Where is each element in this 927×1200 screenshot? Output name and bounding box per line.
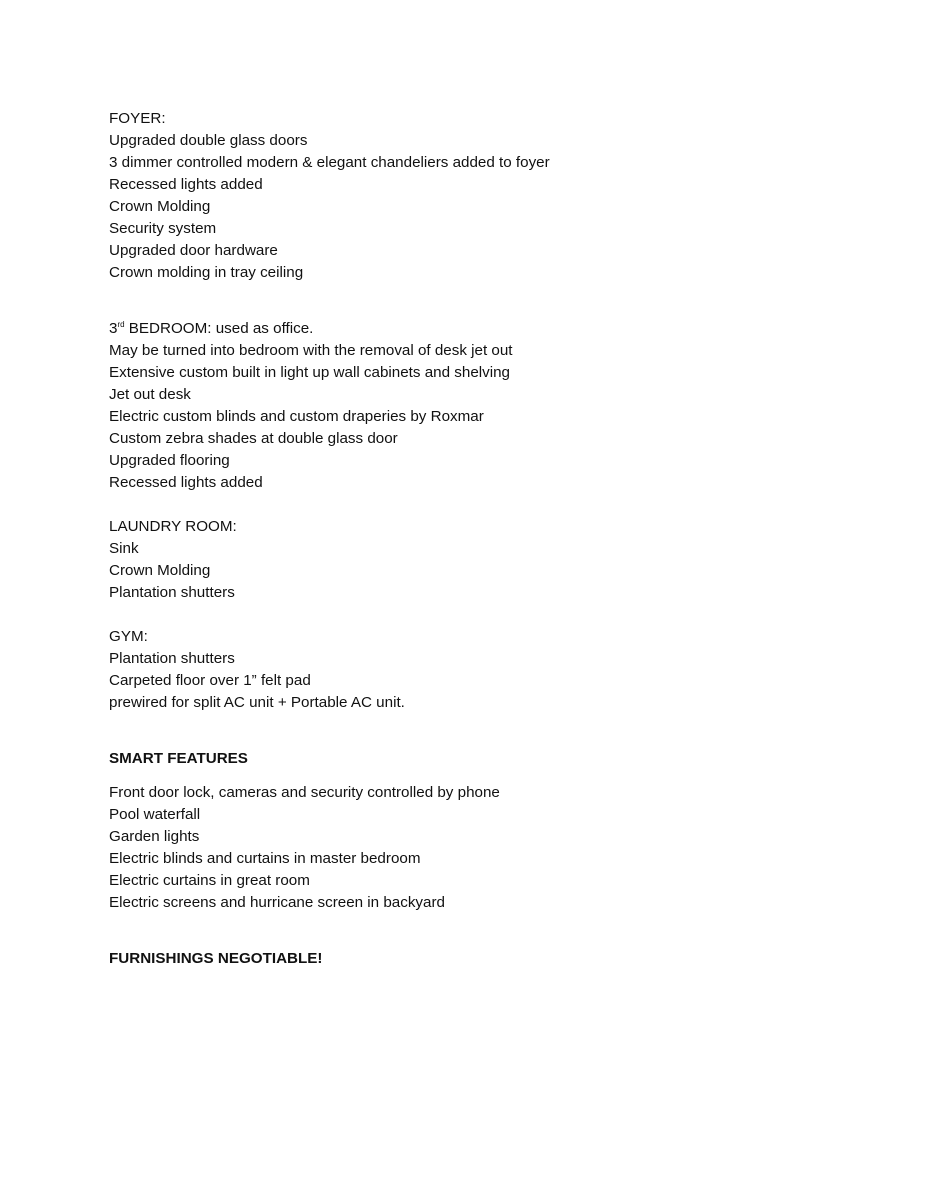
smart-feature-item: Electric screens and hurricane screen in backyard [109, 894, 445, 911]
foyer-item: 3 dimmer controlled modern & elegant chandeliers added to foyer [109, 154, 550, 171]
laundry-item: Plantation shutters [109, 584, 235, 601]
foyer-item: Upgraded double glass doors [109, 132, 308, 149]
foyer-item: Security system [109, 220, 217, 237]
bedroom3-item: Jet out desk [109, 386, 191, 403]
document-body [109, 108, 809, 970]
foyer-item: Upgraded door hardware [109, 242, 278, 259]
smart-feature-item: Pool waterfall [109, 806, 201, 823]
smart-features-heading: SMART FEATURES [109, 750, 248, 767]
bedroom3-heading [109, 318, 809, 340]
laundry-item: Sink [109, 540, 139, 557]
bedroom3-heading-ordinal: rd [117, 319, 125, 329]
foyer-section [109, 108, 809, 284]
bedroom3-heading-number: 3 [109, 320, 118, 337]
smart-feature-item: Front door lock, cameras and security controlled by phone [109, 784, 500, 801]
bedroom3-item: Custom zebra shades at double glass door [109, 430, 398, 447]
laundry-heading: LAUNDRY ROOM: [109, 518, 237, 535]
bedroom3-section [109, 318, 809, 494]
bedroom3-item: Electric custom blinds and custom draperies by Roxmar [109, 408, 484, 425]
foyer-item: Crown molding in tray ceiling [109, 264, 304, 281]
laundry-item: Crown Molding [109, 562, 211, 579]
laundry-section [109, 516, 809, 604]
foyer-item: Crown Molding [109, 198, 211, 215]
bedroom3-item: Extensive custom built in light up wall cabinets and shelving [109, 364, 511, 381]
foyer-heading: FOYER: [109, 110, 166, 127]
gym-heading: GYM: [109, 628, 148, 645]
bedroom3-item: Recessed lights added [109, 474, 263, 491]
smart-feature-item: Garden lights [109, 828, 200, 845]
bedroom3-heading-text: BEDROOM: used as office. [124, 320, 314, 337]
smart-features-section [109, 748, 809, 914]
gym-item: Plantation shutters [109, 650, 235, 667]
bedroom3-item: Upgraded flooring [109, 452, 230, 469]
gym-item: prewired for split AC unit + Portable AC unit. [109, 694, 405, 711]
gym-section [109, 626, 809, 714]
smart-feature-item: Electric curtains in great room [109, 872, 310, 889]
bedroom3-item: May be turned into bedroom with the removal of desk jet out [109, 342, 513, 359]
furnishings-negotiable-note: FURNISHINGS NEGOTIABLE! [109, 950, 323, 967]
smart-feature-item: Electric blinds and curtains in master bedroom [109, 850, 421, 867]
foyer-item: Recessed lights added [109, 176, 263, 193]
gym-item: Carpeted floor over 1” felt pad [109, 672, 311, 689]
